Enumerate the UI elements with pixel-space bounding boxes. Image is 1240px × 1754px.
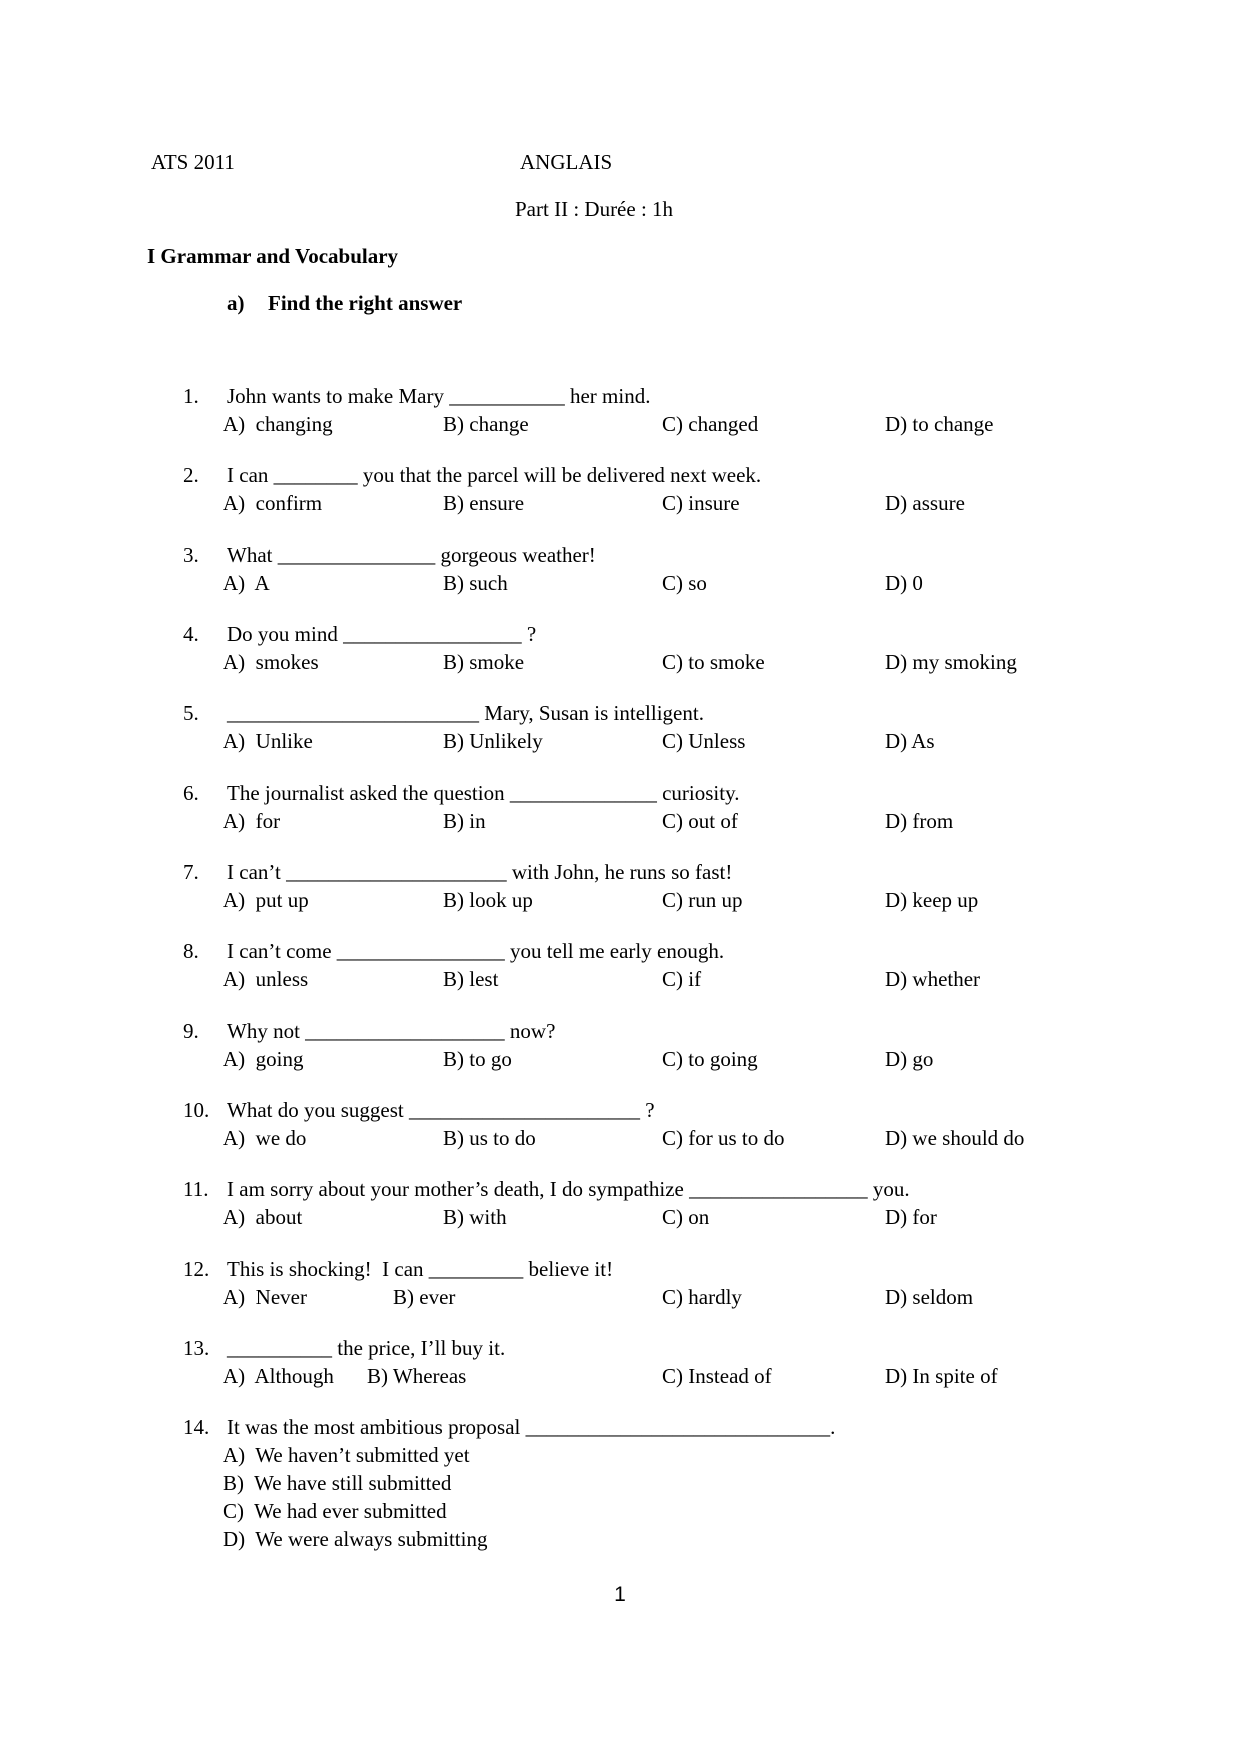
question-stem: __________ the price, I’ll buy it. [227,1336,506,1360]
question-number: 12. [183,1257,210,1281]
option-b: B) change [443,412,529,436]
question-7 [183,858,1183,914]
option-d: D) to change [885,412,994,436]
option-a: A) unless [223,967,309,991]
option-c: C) out of [662,809,738,833]
option-d: D) 0 [885,571,923,595]
option-c: C) to going [662,1047,758,1071]
option-d: D) whether [885,967,981,991]
option-d: D) go [885,1047,934,1071]
option-c: C) run up [662,888,743,912]
option-c: C) on [662,1205,710,1229]
question-number: 2. [183,463,199,487]
question-stem: The journalist asked the question ______________ curiosity. [227,781,740,805]
option-b: B) Whereas [367,1364,467,1388]
question-4 [183,620,1183,676]
option-b: B) ensure [443,491,525,515]
question-stem: ________________________ Mary, Susan is intelligent. [227,701,704,725]
option-d: D) As [885,729,935,753]
question-12 [183,1255,1183,1311]
option-c: C) Instead of [662,1364,772,1388]
option-d: D) my smoking [885,650,1017,674]
option-d: D) for [885,1205,937,1229]
option-b: B) us to do [443,1126,536,1150]
option-c: C) We had ever submitted [223,1499,447,1523]
question-stem: What do you suggest ______________________ ? [227,1098,655,1122]
question-number: 3. [183,543,199,567]
option-b: B) to go [443,1047,512,1071]
option-b: B) such [443,571,508,595]
question-stem: It was the most ambitious proposal _____________________________. [227,1415,836,1439]
option-b: B) smoke [443,650,525,674]
option-d: D) we should do [885,1126,1025,1150]
question-1 [183,382,1183,438]
subsection-heading [227,291,462,316]
question-number: 7. [183,860,199,884]
question-number: 5. [183,701,199,725]
option-a: A) Never [223,1285,307,1309]
question-3 [183,541,1183,597]
question-number: 10. [183,1098,210,1122]
option-d: D) In spite of [885,1364,998,1388]
option-a: A) Although [223,1364,334,1388]
question-stem: I am sorry about your mother’s death, I do sympathize _________________ you. [227,1177,910,1201]
document-subtitle: Part II : Durée : 1h [515,197,674,221]
option-d: D) from [885,809,954,833]
option-b: B) ever [393,1285,456,1309]
option-a: A) for [223,809,281,833]
option-c: C) for us to do [662,1126,785,1150]
option-a: A) confirm [223,491,323,515]
question-stem: I can’t _____________________ with John, he runs so fast! [227,860,733,884]
question-13 [183,1334,1183,1390]
option-a: A) A [223,571,270,595]
option-d: D) seldom [885,1285,974,1309]
exam-code: ATS 2011 [151,150,235,174]
question-number: 6. [183,781,199,805]
question-number: 14. [183,1415,210,1439]
option-a: A) changing [223,412,333,436]
option-d: D) keep up [885,888,979,912]
option-b: B) We have still submitted [223,1471,452,1495]
question-stem: This is shocking! I can _________ believe it! [227,1257,614,1281]
question-8 [183,937,1183,993]
question-10 [183,1096,1183,1152]
option-a: A) going [223,1047,304,1071]
question-stem: What _______________ gorgeous weather! [227,543,596,567]
section-heading: I Grammar and Vocabulary [147,244,399,268]
question-14 [183,1413,1183,1553]
option-a: A) put up [223,888,309,912]
option-c: C) Unless [662,729,746,753]
option-c: C) hardly [662,1285,742,1309]
question-5 [183,699,1183,755]
option-b: B) Unlikely [443,729,543,753]
question-2 [183,461,1183,517]
question-number: 8. [183,939,199,963]
option-a: A) We haven’t submitted yet [223,1443,470,1467]
question-number: 4. [183,622,199,646]
question-stem: Do you mind _________________ ? [227,622,537,646]
question-stem: John wants to make Mary ___________ her mind. [227,384,651,408]
subsection-label: a) [227,291,245,315]
option-d: D) assure [885,491,965,515]
option-b: B) in [443,809,486,833]
option-b: B) lest [443,967,499,991]
option-c: C) to smoke [662,650,765,674]
option-b: B) look up [443,888,533,912]
question-number: 9. [183,1019,199,1043]
option-a: A) Unlike [223,729,313,753]
question-stem: I can’t come ________________ you tell me early enough. [227,939,725,963]
question-number: 13. [183,1336,210,1360]
option-c: C) insure [662,491,740,515]
option-c: C) so [662,571,707,595]
page-number: 1 [614,1583,626,1606]
option-a: A) we do [223,1126,307,1150]
question-number: 1. [183,384,199,408]
subsection-title: Find the right answer [268,291,463,315]
document-title: ANGLAIS [520,150,613,174]
option-a: A) smokes [223,650,319,674]
question-stem: Why not ___________________ now? [227,1019,556,1043]
option-d: D) We were always submitting [223,1527,488,1551]
question-6 [183,779,1183,835]
question-11 [183,1175,1183,1231]
option-b: B) with [443,1205,507,1229]
option-a: A) about [223,1205,303,1229]
option-c: C) if [662,967,702,991]
question-9 [183,1017,1183,1073]
option-c: C) changed [662,412,759,436]
question-stem: I can ________ you that the parcel will be delivered next week. [227,463,762,487]
question-number: 11. [183,1177,209,1201]
